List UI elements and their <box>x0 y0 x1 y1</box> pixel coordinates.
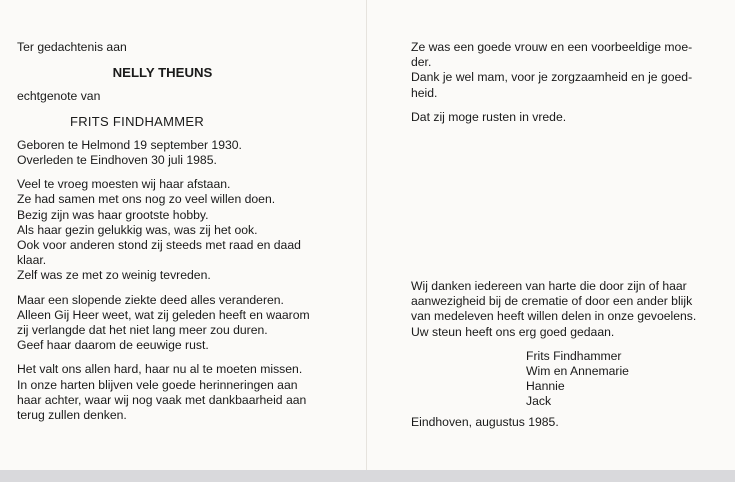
verse-line: terug zullen denken. <box>17 408 127 423</box>
deceased-name: NELLY THEUNS <box>112 65 213 81</box>
verse-line: In onze harten blijven vele goede herinneringen aan <box>17 377 298 392</box>
verse-line: Alleen Gij Heer weet, wat zij geleden heeft en waarom <box>17 307 310 322</box>
verse-line: Ook voor anderen stond zij steeds met raad en daad <box>17 238 301 253</box>
intro-text: Ter gedachtenis aan <box>17 40 127 54</box>
thanks-line: van medeleven heeft willen delen in onze gevoelens. <box>411 309 697 324</box>
verse-line: Bezig zijn was haar grootste hobby. <box>17 207 209 222</box>
verse-line: Het valt ons allen hard, haar nu al te moeten missen. <box>17 362 303 377</box>
signer-name: Frits Findhammer <box>526 348 622 363</box>
thanks-block <box>411 279 721 410</box>
right-page-top <box>411 40 716 125</box>
verse-2 <box>17 293 333 354</box>
dates-block <box>17 138 333 168</box>
birth-line: Geboren te Helmond 19 september 1930. <box>17 137 242 152</box>
verse-line: Maar een slopende ziekte deed alles veranderen. <box>17 292 284 307</box>
tribute-block <box>411 40 716 101</box>
thanks-line: aanwezigheid bij de crematie of door een ander blijk <box>411 294 693 309</box>
verse-line: haar achter, waar wij nog vaak met dankbaarheid aan <box>17 392 307 407</box>
peace-line: Dat zij moge rusten in vrede. <box>411 109 567 124</box>
signer-name: Hannie <box>526 379 565 394</box>
spouse-name: FRITS FINDHAMMER <box>69 113 205 129</box>
verse-line: Zelf was ze met zo weinig tevreden. <box>17 268 211 283</box>
verse-line: klaar. <box>17 253 47 268</box>
closing-line: Eindhoven, augustus 1985. <box>411 415 559 429</box>
thanks-line: Uw steun heeft ons erg goed gedaan. <box>411 324 615 339</box>
signers-block <box>526 349 721 410</box>
tribute-line: Ze was een goede vrouw en een voorbeeldige moe- <box>411 40 693 54</box>
verse-3 <box>17 362 333 423</box>
tribute-line: der. <box>411 55 432 70</box>
verse-line: Geef haar daarom de eeuwige rust. <box>17 338 209 353</box>
tribute-line: heid. <box>411 85 438 100</box>
death-line: Overleden te Eindhoven 30 juli 1985. <box>17 153 217 168</box>
tribute-line: Dank je wel mam, voor je zorgzaamheid en je goed- <box>411 70 693 85</box>
card-fold <box>366 0 367 482</box>
verse-line: Veel te vroeg moesten wij haar afstaan. <box>17 177 231 192</box>
verse-1 <box>17 177 333 283</box>
scan-edge <box>0 470 735 482</box>
verse-line: Als haar gezin gelukkig was, was zij het ook. <box>17 222 258 237</box>
verse-line: Ze had samen met ons nog zo veel willen doen. <box>17 192 276 207</box>
relation-text: echtgenote van <box>17 89 101 104</box>
left-page <box>17 40 333 423</box>
verse-line: zij verlangde dat het niet lang meer zou duren. <box>17 323 268 338</box>
signer-name: Jack <box>526 394 552 409</box>
signer-name: Wim en Annemarie <box>526 364 629 379</box>
thanks-line: Wij danken iedereen van harte die door zijn of haar <box>411 279 687 293</box>
